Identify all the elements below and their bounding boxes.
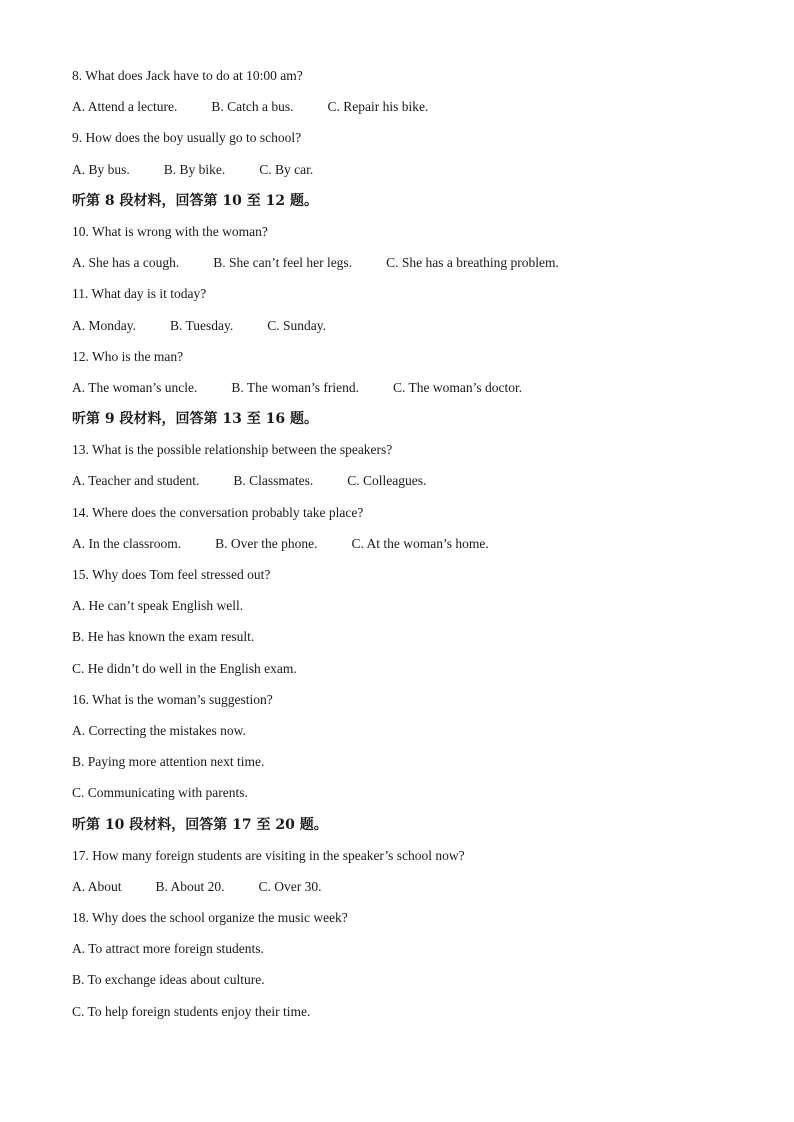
options-row	[72, 316, 752, 347]
answer-option: C. Sunday.	[267, 317, 327, 333]
options-row	[72, 534, 752, 565]
answer-option: A. In the classroom.	[72, 535, 182, 551]
section-heading: 听第 8 段材料，回答第 10 至 12 题。	[72, 192, 318, 209]
question-line: 15. Why does Tom feel stressed out?	[72, 567, 271, 582]
answer-option: A. By bus.	[72, 161, 130, 177]
options-row	[72, 160, 752, 191]
answer-option: C. Over 30.	[258, 878, 322, 894]
question-line: B. He has known the exam result.	[72, 629, 255, 645]
question-line: A. To attract more foreign students.	[72, 941, 264, 957]
answer-option: A. Attend a lecture.	[72, 99, 178, 115]
answer-option: B. Classmates.	[233, 473, 314, 489]
question-line: B. Paying more attention next time.	[72, 754, 265, 770]
question-line: A. Correcting the mistakes now.	[72, 722, 246, 738]
question-line: 18. Why does the school organize the music week?	[72, 910, 348, 926]
answer-option: B. Catch a bus.	[211, 99, 294, 115]
answer-option: C. Repair his bike.	[327, 99, 429, 115]
exam-page	[72, 66, 752, 1033]
answer-option: C. Colleagues.	[347, 473, 427, 489]
options-row	[72, 97, 752, 128]
section-heading: 听第 9 段材料，回答第 13 至 16 题。	[72, 411, 318, 428]
question-line: 13. What is the possible relationship between the speakers?	[72, 442, 393, 458]
answer-option: A. Monday.	[72, 317, 136, 333]
answer-option: B. Over the phone.	[215, 535, 318, 551]
answer-option: A. The woman’s uncle.	[72, 379, 198, 395]
question-line: 9. How does the boy usually go to school?	[72, 130, 302, 146]
question-line: A. He can’t speak English well.	[72, 598, 244, 614]
options-row	[72, 253, 752, 284]
answer-option: C. By car.	[259, 161, 314, 177]
answer-option: B. About 20.	[155, 878, 225, 894]
question-line: C. He didn’t do well in the English exam.	[72, 660, 297, 676]
question-line: 16. What is the woman’s suggestion?	[72, 691, 273, 707]
question-line: 10. What is wrong with the woman?	[72, 223, 268, 239]
answer-option: A. Teacher and student.	[72, 473, 200, 489]
answer-option: A. She has a cough.	[72, 255, 180, 271]
question-line: 11. What day is it today?	[72, 286, 207, 302]
question-line: 12. Who is the man?	[72, 348, 184, 364]
answer-option: C. She has a breathing problem.	[386, 255, 559, 271]
answer-option: B. Tuesday.	[170, 317, 234, 333]
question-line: C. Communicating with parents.	[72, 785, 248, 801]
answer-option: C. The woman’s doctor.	[392, 379, 523, 395]
answer-option: B. The woman’s friend.	[231, 379, 359, 395]
options-row	[72, 471, 752, 502]
question-line: B. To exchange ideas about culture.	[72, 972, 265, 988]
question-line: C. To help foreign students enjoy their time.	[72, 1003, 311, 1019]
section-heading: 听第 10 段材料，回答第 17 至 20 题。	[72, 816, 328, 833]
answer-option: B. She can’t feel her legs.	[213, 255, 353, 271]
answer-option: C. At the woman’s home.	[351, 535, 489, 551]
question-line: 14. Where does the conversation probably take place?	[72, 504, 364, 520]
options-row	[72, 877, 752, 908]
answer-option: A. About	[72, 878, 122, 894]
answer-option: B. By bike.	[163, 161, 226, 177]
options-row	[72, 378, 752, 409]
question-line: 17. How many foreign students are visiting in the speaker’s school now?	[72, 847, 465, 863]
question-line: 8. What does Jack have to do at 10:00 am?	[72, 68, 303, 83]
